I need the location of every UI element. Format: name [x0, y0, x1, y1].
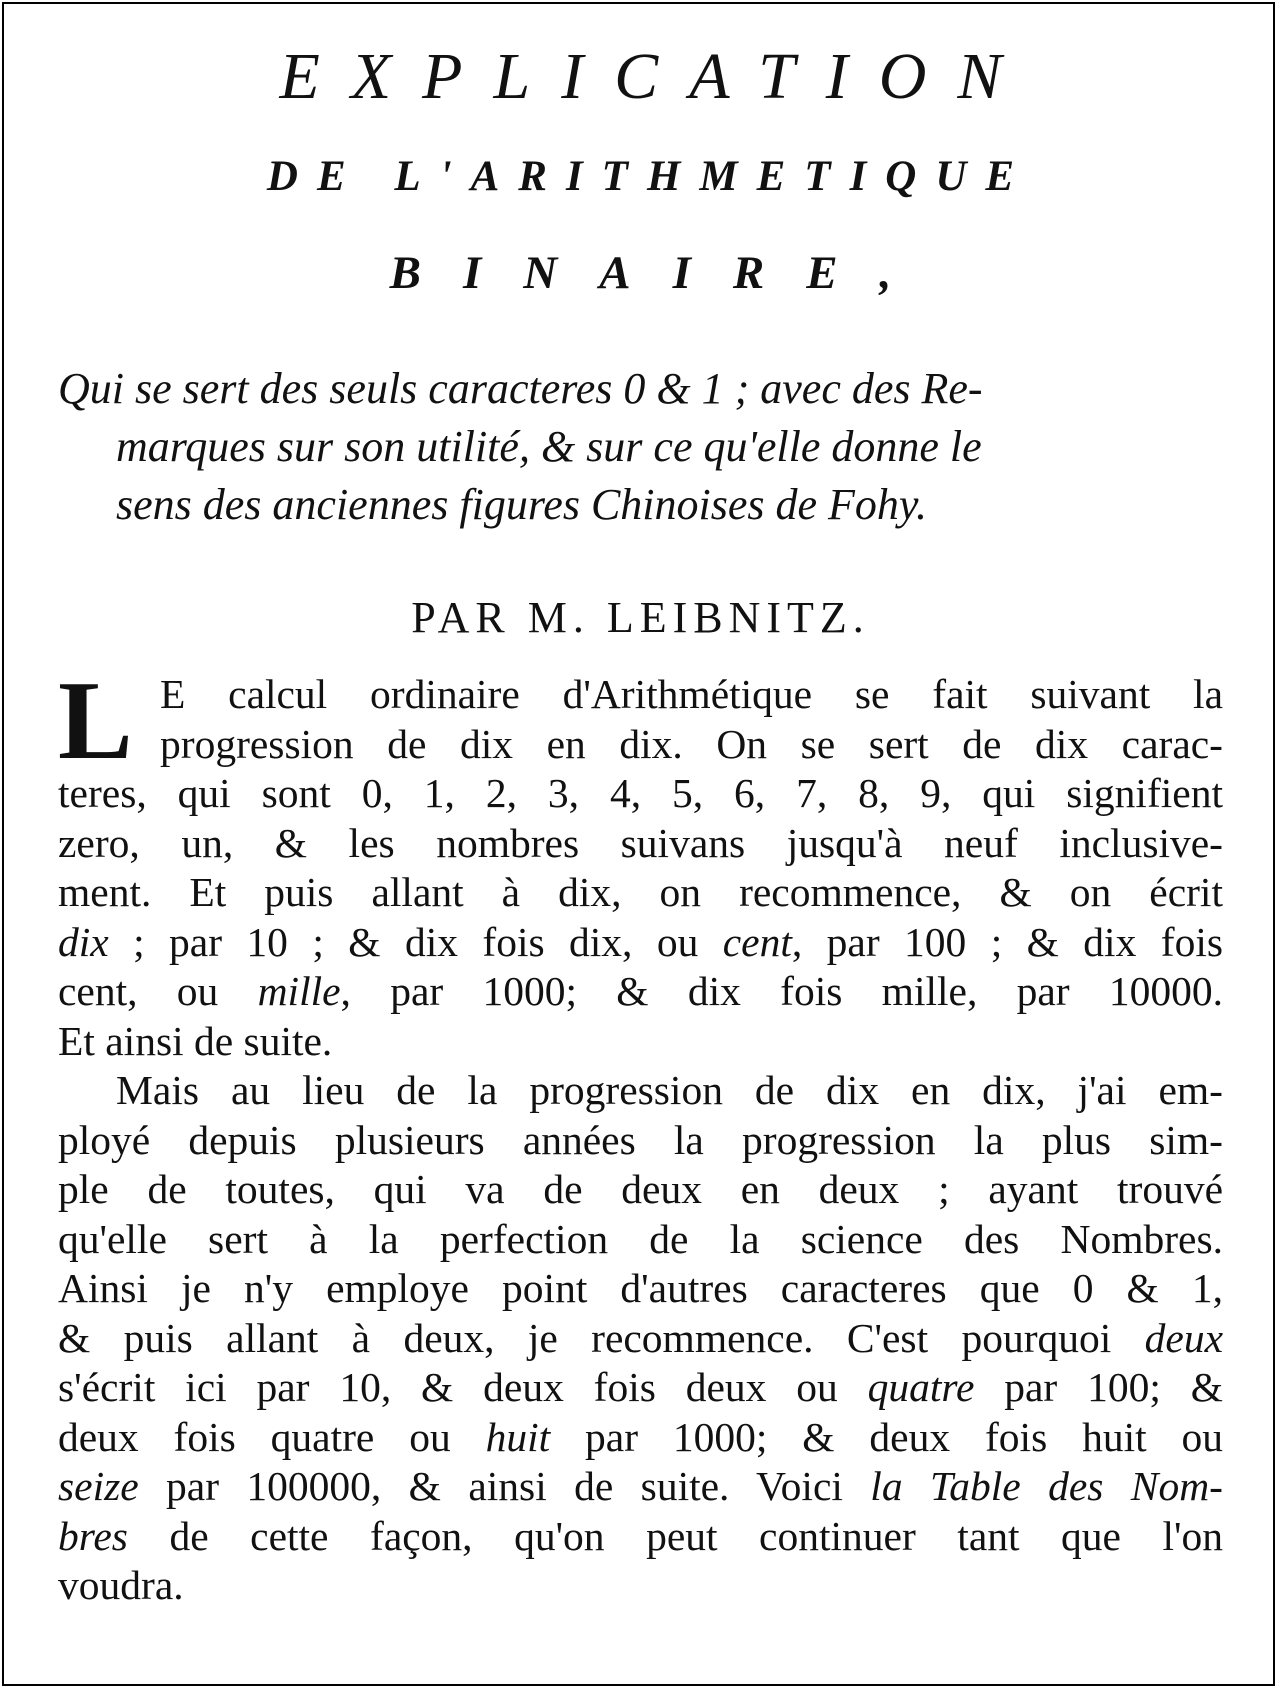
- italic-word: huit: [485, 1413, 551, 1460]
- title-arithmetique: DE L'ARITHMETIQUE: [266, 153, 1034, 200]
- text-line: [58, 1363, 1223, 1413]
- paragraph-2: [58, 1066, 1223, 1611]
- italic-word: bres: [58, 1512, 128, 1559]
- body-text: [58, 659, 1224, 1611]
- text-fragment: de cette façon, qu'on peut continuer tant que l'on: [127, 1512, 1223, 1559]
- text-fragment: par 1000; & deux fois huit ou: [550, 1413, 1224, 1460]
- text-line: zero, un, & les nombres suivans jusqu'à neuf inclusive-: [58, 819, 1223, 866]
- italic-word: la Table des Nom-: [870, 1463, 1223, 1509]
- text-line: Mais au lieu de la progression de dix en dix, j'ai em-: [116, 1067, 1223, 1113]
- italic-word: dix: [58, 918, 109, 965]
- text-line: ple de toutes, qui va de deux en deux ; ayant trouvé: [58, 1166, 1223, 1212]
- text-line: ployé depuis plusieurs années la progression la plus sim-: [58, 1116, 1223, 1163]
- text-line: progression de dix en dix. On se sert de dix carac-: [160, 720, 1223, 767]
- document-page: [58, 34, 1223, 1611]
- italic-word: seize: [58, 1463, 139, 1509]
- text-line: voudra.: [58, 1562, 184, 1608]
- text-fragment: , par 1000; & dix fois mille, par 10000.: [340, 968, 1224, 1014]
- text-line: E calcul ordinaire d'Arithmétique se fait suivant la: [160, 671, 1223, 717]
- text-line: Et ainsi de suite.: [58, 1017, 333, 1064]
- author-byline: PAR M. LEIBNITZ.: [411, 593, 870, 642]
- text-line: [58, 1413, 1223, 1463]
- text-fragment: & puis allant à deux, je recommence. C'est pourquoi: [58, 1314, 1145, 1361]
- italic-word: mille: [257, 968, 341, 1014]
- text-line: Ainsi je n'y employe point d'autres caracteres que 0 & 1,: [58, 1265, 1223, 1311]
- text-fragment: ; par 10 ; & dix fois dix, ou: [108, 918, 723, 965]
- title-binaire: BINAIRE,: [389, 247, 934, 299]
- text-line: teres, qui sont 0, 1, 2, 3, 4, 5, 6, 7, 8, 9, qui signifient: [58, 770, 1223, 816]
- subtitle-block: [58, 360, 1178, 534]
- text-line: [58, 918, 1223, 968]
- italic-word: quatre: [867, 1364, 975, 1410]
- drop-cap: L: [58, 659, 133, 783]
- subtitle-line: sens des anciennes figures Chinoises de Fohy.: [116, 480, 928, 529]
- text-line: [58, 1512, 1223, 1562]
- text-line: qu'elle sert à la perfection de la science des Nombres.: [58, 1215, 1223, 1262]
- text-line: ment. Et puis allant à dix, on recommence, & on écrit: [58, 869, 1223, 915]
- text-fragment: cent, ou: [58, 968, 258, 1014]
- italic-word: cent: [722, 918, 792, 965]
- subtitle-line: marques sur son utilité, & sur ce qu'elle donne le: [116, 422, 982, 471]
- text-fragment: s'écrit ici par 10, & deux fois deux ou: [58, 1364, 868, 1410]
- text-line: [58, 967, 1223, 1017]
- title-explication: EXPLICATION: [279, 40, 1033, 113]
- subtitle-line: Qui se sert des seuls caracteres 0 & 1 ; avec des Re-: [58, 364, 983, 413]
- text-line: [58, 1462, 1223, 1512]
- text-fragment: , par 100 ; & dix fois: [791, 918, 1223, 965]
- text-line: [58, 1314, 1223, 1364]
- italic-word: deux: [1144, 1314, 1223, 1361]
- text-fragment: par 100000, & ainsi de suite. Voici: [138, 1463, 871, 1509]
- paragraph-1: [58, 659, 1224, 1066]
- text-fragment: par 100; &: [974, 1364, 1223, 1410]
- text-fragment: deux fois quatre ou: [58, 1413, 486, 1460]
